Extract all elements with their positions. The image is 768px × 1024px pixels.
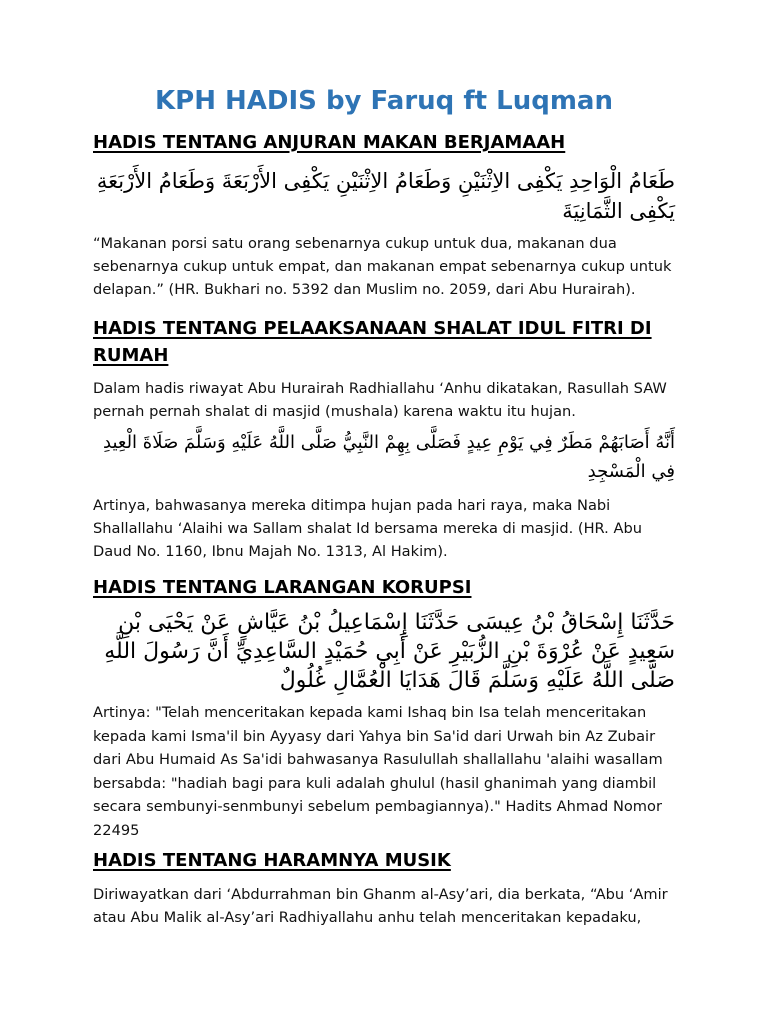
intro-shalat-idul-fitri: Dalam hadis riwayat Abu Hurairah Radhiallahu ‘Anhu dikatakan, Rasullah SAW pernah pernah shalat di masjid (mushala) karena waktu itu hujan.	[93, 380, 667, 420]
arabic-text-makan-berjamaah: طَعَامُ الْوَاحِدِ يَكْفِى الاِثْنَيْنِ وَطَعَامُ الاِثْنَيْنِ يَكْفِى الأَرْبَعَةَ وَطَعَامُ الأَرْبَعَةِ يَكْفِى الثَّمَانِيَةَ	[96, 169, 675, 223]
section-heading-haramnya-musik: HADIS TENTANG HARAMNYA MUSIK	[93, 850, 451, 871]
arabic-text-larangan-korupsi: حَدَّثَنَا إِسْحَاقُ بْنُ عِيسَى حَدَّثَنَا إِسْمَاعِيلُ بْنُ عَيَّاشٍ عَنْ يَحْيَى بْنِ سَعِيدٍ عَنْ عُرْوَةَ بْنِ الزُّبَيْرِ عَنْ أَبِي حُمَيْدٍ السَّاعِدِيِّ أَنَّ رَسُولَ اللَّهِ صَلَّى اللَّهُ عَلَيْهِ وَسَلَّمَ قَالَ هَدَايَا الْعُمَّالِ غُلُولٌ	[104, 610, 675, 693]
section-heading-larangan-korupsi: HADIS TENTANG LARANGAN KORUPSI	[93, 577, 472, 598]
document-title: KPH HADIS by Faruq ft Luqman	[155, 86, 613, 116]
intro-haramnya-musik: Diriwayatkan dari ‘Abdurrahman bin Ghanm al-Asy’ari, dia berkata, “Abu ‘Amir atau Abu Malik al-Asy’ari Radhiyallahu anhu telah menceritakan kepadaku,	[93, 886, 668, 926]
translation-shalat-idul-fitri: Artinya, bahwasanya mereka ditimpa hujan pada hari raya, maka Nabi Shallallahu ‘Alaihi wa Sallam shalat Id bersama mereka di masjid. (HR. Abu Daud No. 1160, Ibnu Majah No. 1313, Al Hakim).	[93, 497, 642, 560]
arabic-text-shalat-idul-fitri: أَنَّهُ أَصَابَهُمْ مَطَرٌ فِي يَوْمِ عِيدٍ فَصَلَّى بِهِمْ النَّبِيُّ صَلَّى اللَّهُ عَلَيْهِ وَسَلَّمَ صَلَاةَ الْعِيدِ فِي الْمَسْجِدِ	[103, 432, 675, 482]
translation-larangan-korupsi: Artinya: "Telah menceritakan kepada kami Ishaq bin Isa telah menceritakan kepada kami Isma'il bin Ayyasy dari Yahya bin Sa'id dari Urwah bin Az Zubair dari Abu Humaid As Sa'idi bahwasanya Rasulullah shallallahu 'alaihi wasallam bersabda: "hadiah bagi para kuli adalah ghulul (hasil ghanimah yang diambil secara sembunyi-senmbunyi sebelum pembagiannya)." Hadits Ahmad Nomor 22495	[93, 704, 663, 839]
section-heading-shalat-idul-fitri: HADIS TENTANG PELAAKSANAAN SHALAT IDUL FITRI DI RUMAH	[93, 318, 652, 366]
translation-makan-berjamaah: “Makanan porsi satu orang sebenarnya cukup untuk dua, makanan dua sebenarnya cukup untuk empat, dan makanan empat sebenarnya cukup untuk delapan.” (HR. Bukhari no. 5392 dan Muslim no. 2059, dari Abu Hurairah).	[93, 235, 672, 298]
section-heading-makan-berjamaah: HADIS TENTANG ANJURAN MAKAN BERJAMAAH	[93, 132, 566, 153]
